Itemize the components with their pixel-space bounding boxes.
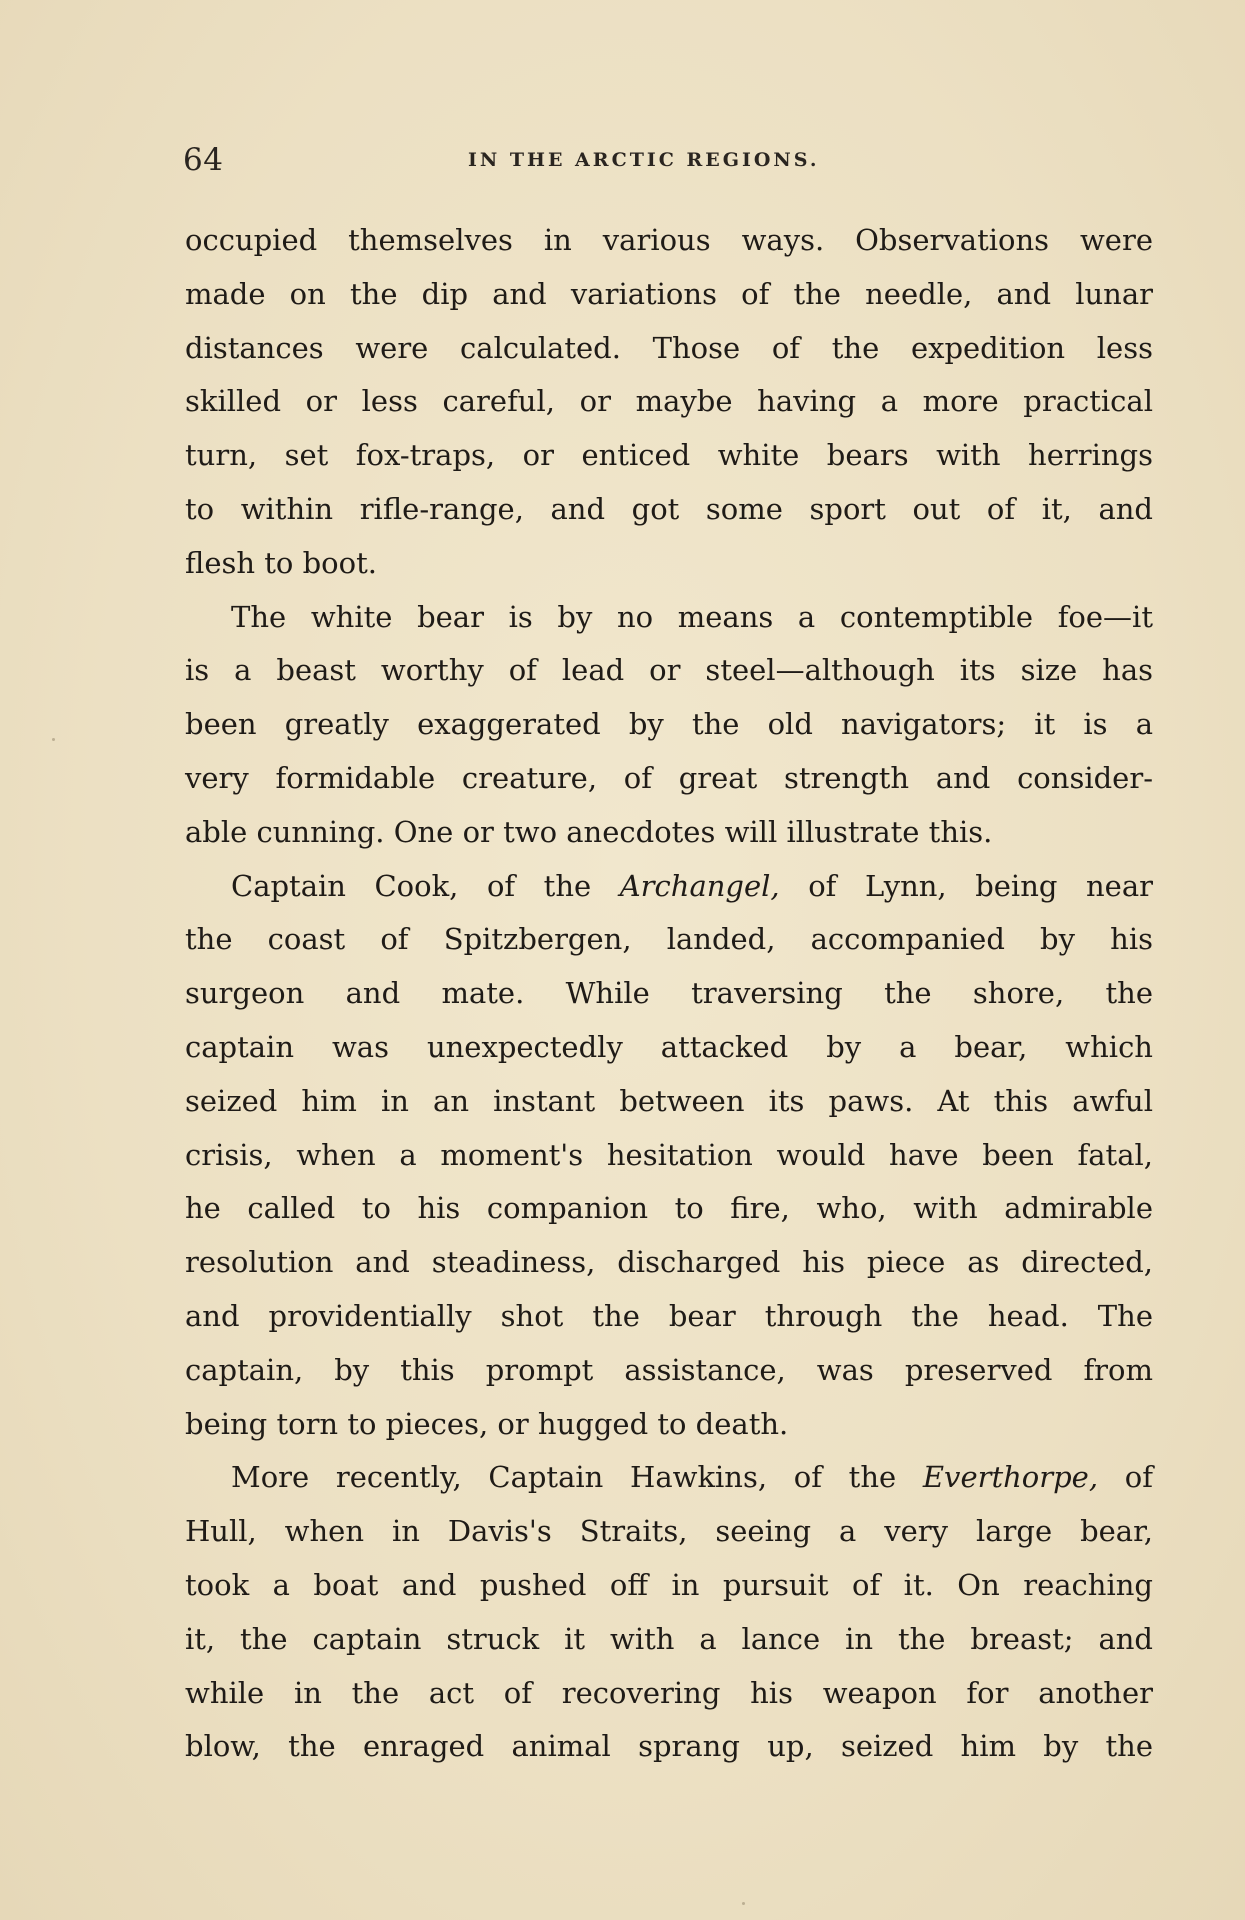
text-line: able cunning. One or two anecdotes will illustrate this. [185,814,993,849]
text-line: The white bear is by no means a contemptible foe—it [231,599,1153,634]
paper-speck [52,738,55,741]
text-line [185,1451,1153,1505]
text-line: to within rifle-range, and got some sport out of it, and [185,491,1153,526]
text-line: skilled or less careful, or maybe having a more practical [185,384,1153,419]
text-line: captain, by this prompt assistance, was preserved from [185,1352,1153,1387]
ship-name-archangel: Archangel, [619,868,780,903]
running-head: IN THE ARCTIC REGIONS. [468,149,820,171]
text-line: Hull, when in Davis's Straits, seeing a very large bear, [185,1514,1153,1549]
text-line: took a boat and pushed off in pursuit of it. On reaching [185,1567,1153,1602]
text-line: been greatly exaggerated by the old navigators; it is a [185,707,1153,742]
text-line: seized him in an instant between its paws. At this awful [185,1083,1153,1118]
text-line: resolution and steadiness, discharged his piece as directed, [185,1245,1153,1280]
text-line: being torn to pieces, or hugged to death. [185,1406,789,1441]
text-line: it, the captain struck it with a lance in the breast; and [185,1621,1153,1656]
text-line: made on the dip and variations of the needle, and lunar [185,276,1153,311]
paper-speck [742,1902,745,1905]
text-segment: of Lynn, being near [779,868,1153,903]
text-segment: of [1098,1460,1153,1495]
text-line: occupied themselves in various ways. Observations were [185,223,1153,257]
text-line: very formidable creature, of great strength and consider- [185,760,1153,795]
text-line: he called to his companion to fire, who, with admirable [185,1191,1153,1226]
text-line: turn, set fox-traps, or enticed white bears with herrings [185,438,1153,473]
text-line: crisis, when a moment's hesitation would have been fatal, [185,1137,1153,1172]
text-line [185,860,1153,914]
text-line: and providentially shot the bear through the head. The [185,1298,1153,1333]
text-line: distances were calculated. Those of the expedition less [185,330,1153,365]
ship-name-everthorpe: Everthorpe, [922,1460,1099,1495]
text-line: surgeon and mate. While traversing the shore, the [185,976,1153,1011]
text-line: captain was unexpectedly attacked by a bear, which [185,1029,1153,1064]
text-line: flesh to boot. [185,545,377,580]
text-line: is a beast worthy of lead or steel—although its size has [185,653,1153,688]
text-line: while in the act of recovering his weapon for another [185,1675,1153,1710]
body-text [185,214,1153,1774]
text-line: the coast of Spitzbergen, landed, accompanied by his [185,922,1153,957]
page-header [183,142,1153,186]
text-segment: More recently, Captain Hawkins, of the [231,1460,923,1495]
page-number: 64 [183,142,224,178]
text-line: blow, the enraged animal sprang up, seized him by the [185,1729,1153,1764]
text-segment: Captain Cook, of the [231,868,620,903]
